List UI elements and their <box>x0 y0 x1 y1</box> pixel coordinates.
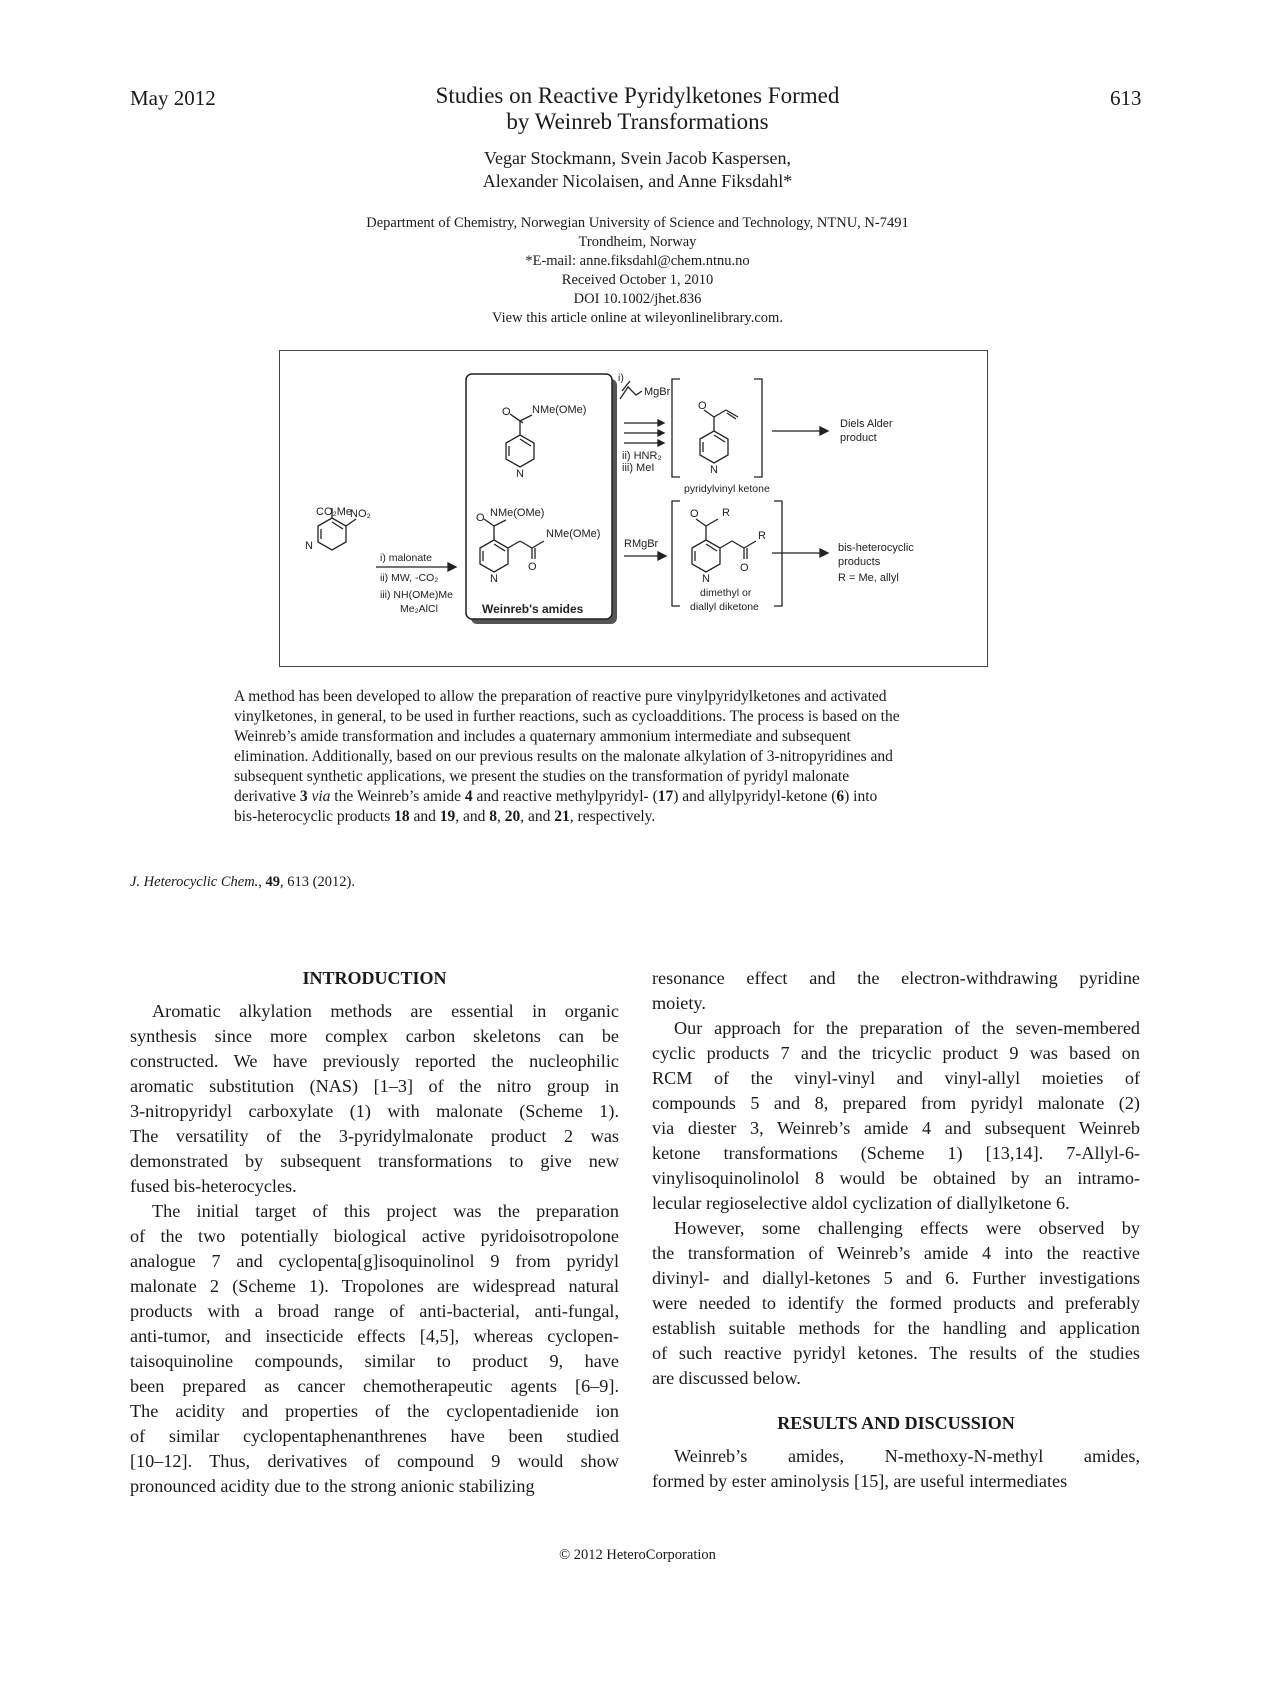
text-line: vinylisoquinolinolol 8 would be obtained by an intramo- <box>652 1168 1140 1188</box>
text-line: moiety. <box>652 993 706 1013</box>
text-line: establish suitable methods for the handling and application <box>652 1318 1140 1338</box>
scheme-co2me: CO₂Me <box>316 506 353 518</box>
intro-paragraph-1 <box>130 999 619 1199</box>
text-line: products with a broad range of anti-bacterial, anti-fungal, <box>130 1301 619 1321</box>
scheme-bis1: bis-heterocyclic <box>838 542 914 554</box>
copyright-footer: © 2012 HeteroCorporation <box>559 1547 716 1563</box>
text-line: aromatic substitution (NAS) [1–3] of the nitro group in <box>130 1076 619 1096</box>
email-line: *E-mail: anne.fiksdahl@chem.ntnu.no <box>525 253 750 269</box>
text-line: Our approach for the preparation of the seven-membered <box>674 1018 1140 1038</box>
text-line: of the two potentially biological active pyridoisotropolone <box>130 1226 619 1246</box>
scheme-r2: R <box>758 530 766 542</box>
text-line: constructed. We have previously reported the nucleophilic <box>130 1051 619 1071</box>
results-heading: RESULTS AND DISCUSSION <box>777 1413 1015 1433</box>
text-line: cyclic products 7 and the tricyclic product 9 was based on <box>652 1043 1140 1063</box>
graphical-abstract-scheme <box>279 350 988 667</box>
intro-paragraph-2 <box>130 1199 619 1499</box>
text-line: pronounced acidity due to the strong anionic stabilizing <box>130 1476 535 1496</box>
scheme-diels2: product <box>840 432 877 444</box>
right-paragraph-1 <box>652 1016 1140 1216</box>
abstract: A method has been developed to allow the preparation of reactive pure vinylpyridylketones and activated vinylketones, in general, to be used in further reactions, such as cycloadditions. The process is based on the Weinreb’s amide transformation and includes a quaternary ammonium intermediate and subsequent elimination. Additionally, based on our previous results on the malonate alkylation of 3-nitropyridines and subsequent synthetic applications, we present the studies on the transformation of pyridyl malonate derivative 3 via the Weinreb’s amide 4 and reactive methylpyridyl- (17) and allylpyridyl-ketone (6) into bis-heterocyclic products 18 and 19, and 8, 20, and 21, respectively. <box>234 688 900 825</box>
right-paragraph-2 <box>652 1216 1140 1391</box>
text-line: demonstrated by subsequent transformations to give new <box>130 1151 619 1171</box>
journal-citation: J. Heterocyclic Chem., 49, 613 (2012). <box>130 874 355 890</box>
scheme-n-top: N <box>516 468 524 480</box>
scheme-o-dk: O <box>690 508 699 520</box>
text-line: of such reactive pyridyl ketones. The results of the studies <box>652 1343 1140 1363</box>
scheme-bis3: R = Me, allyl <box>838 572 899 584</box>
text-line: are discussed below. <box>652 1368 801 1388</box>
text-line: ketone transformations (Scheme 1) [13,14]. 7-Allyl-6- <box>652 1143 1140 1163</box>
text-line: the transformation of Weinreb’s amide 4 into the reactive <box>652 1243 1140 1263</box>
issue-date: May 2012 <box>130 86 216 110</box>
text-line: synthesis since more complex carbon skeletons can be <box>130 1026 619 1046</box>
text-line: were needed to identify the formed products and preferably <box>652 1293 1140 1313</box>
scheme-o-dk2: O <box>740 562 749 574</box>
scheme-pyridylvinyl: pyridylvinyl ketone <box>684 483 770 495</box>
text-line: 3-nitropyridyl carboxylate (1) with malonate (Scheme 1). <box>130 1101 619 1121</box>
scheme-o-vinyl: O <box>698 400 707 412</box>
scheme-r1: R <box>722 507 730 519</box>
text-line: [10–12]. Thus, derivatives of compound 9 would show <box>130 1451 619 1471</box>
scheme-mgbr: MgBr <box>644 386 671 398</box>
weinreb-box-label: Weinreb's amides <box>482 602 584 616</box>
right-paragraph-3 <box>652 1444 1140 1494</box>
scheme-amide-b2: NMe(OMe) <box>546 528 601 540</box>
author-list: Vegar Stockmann, Svein Jacob Kaspersen, Alexander Nicolaisen, and Anne Fiksdahl* <box>482 148 793 191</box>
text-line: analogue 7 and cyclopenta[g]isoquinolinol 9 from pyridyl <box>130 1251 619 1271</box>
text-line: taisoquinoline compounds, similar to product 9, have <box>130 1351 619 1371</box>
scheme-o-top: O <box>502 406 511 418</box>
scheme-n-bottom: N <box>490 573 498 585</box>
scheme-diagram <box>280 351 987 666</box>
scheme-diketone2: diallyl diketone <box>690 601 759 613</box>
scheme-step1: i) malonate <box>380 552 432 564</box>
scheme-n-dk: N <box>702 573 710 585</box>
text-line: The versatility of the 3-pyridylmalonate product 2 was <box>130 1126 619 1146</box>
scheme-diketone1: dimethyl or <box>700 587 752 599</box>
scheme-ring-n: N <box>305 540 313 552</box>
text-line: However, some challenging effects were observed by <box>674 1218 1140 1238</box>
scheme-diels1: Diels Alder <box>840 418 893 430</box>
text-line: formed by ester aminolysis [15], are useful intermediates <box>652 1471 1068 1491</box>
scheme-amide-top: NMe(OMe) <box>532 404 587 416</box>
text-line: Weinreb’s amides, N-methoxy-N-methyl amides, <box>674 1446 1140 1466</box>
text-line: anti-tumor, and insecticide effects [4,5], whereas cyclopen- <box>130 1326 619 1346</box>
scheme-bis2: products <box>838 556 881 568</box>
text-line: malonate 2 (Scheme 1). Tropolones are widespread natural <box>130 1276 619 1296</box>
received-date: Received October 1, 2010 <box>561 272 714 288</box>
text-line: The initial target of this project was the preparation <box>152 1201 619 1221</box>
scheme-amide-b1: NMe(OMe) <box>490 507 545 519</box>
text-line: resonance effect and the electron-withdrawing pyridine <box>652 968 1140 988</box>
scheme-n-vinyl: N <box>710 464 718 476</box>
scheme-o-bottom: O <box>476 512 485 524</box>
scheme-no2: NO₂ <box>350 508 371 520</box>
text-line: compounds 5 and 8, prepared from pyridyl malonate (2) <box>652 1093 1140 1113</box>
scheme-step4: Me₂AlCl <box>400 603 438 615</box>
scheme-mei: iii) MeI <box>622 462 655 474</box>
article-title: Studies on Reactive Pyridylketones Formed by Weinreb Transformations <box>435 83 840 134</box>
scheme-o-amide: O <box>528 561 537 573</box>
right-paragraph-0 <box>652 966 1140 1016</box>
page-number: 613 <box>1110 86 1142 110</box>
text-line: via diester 3, Weinreb’s amide 4 and subsequent Weinreb <box>652 1118 1140 1138</box>
left-column <box>130 966 619 1499</box>
text-line: lecular regioselective aldol cyclization of diallylketone 6. <box>652 1193 1070 1213</box>
scheme-step2: ii) MW, -CO₂ <box>380 572 439 584</box>
text-line: RCM of the vinyl-vinyl and vinyl-allyl moieties of <box>652 1068 1140 1088</box>
text-line: Aromatic alkylation methods are essential in organic <box>152 1001 619 1021</box>
introduction-heading: INTRODUCTION <box>302 968 447 988</box>
text-line: of similar cyclopentaphenanthrenes have been studied <box>130 1426 619 1446</box>
scheme-vinyl-i: i) <box>618 372 624 384</box>
text-line: fused bis-heterocycles. <box>130 1176 297 1196</box>
text-line: divinyl- and diallyl-ketones 5 and 6. Further investigations <box>652 1268 1140 1288</box>
doi: DOI 10.1002/jhet.836 <box>573 291 702 307</box>
text-line: The acidity and properties of the cyclopentadienide ion <box>130 1401 619 1421</box>
scheme-rmgbr: RMgBr <box>624 538 659 550</box>
scheme-step3: iii) NH(OMe)Me <box>380 589 453 601</box>
text-line: been prepared as cancer chemotherapeutic agents [6–9]. <box>130 1376 619 1396</box>
online-note: View this article online at wileyonlinelibrary.com. <box>492 310 783 326</box>
scheme-hnr2: ii) HNR₂ <box>622 450 662 462</box>
right-column <box>652 966 1140 1494</box>
affiliation-block: Department of Chemistry, Norwegian University of Science and Technology, NTNU, N-7491 Trondheim, Norway *E-mail: anne.fiksdahl@chem.ntnu.no Received October 1, 2010 DOI 10.1002/jhet.836 View this article online at wileyonlinelibrary.com. <box>0 214 1275 328</box>
